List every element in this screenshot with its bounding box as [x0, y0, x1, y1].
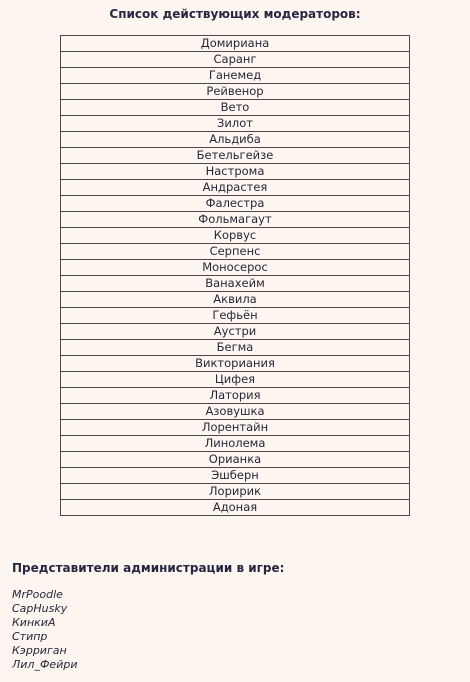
moderators-title: Список действующих модераторов: [109, 7, 361, 21]
table-row [61, 500, 410, 516]
moderator-name: Бетельгейзе [61, 148, 410, 164]
table-row [61, 436, 410, 452]
moderator-name: Линолема [61, 436, 410, 452]
moderator-name: Вето [61, 100, 410, 116]
moderator-name: Латория [61, 388, 410, 404]
table-row [61, 276, 410, 292]
table-row [61, 116, 410, 132]
admin-name: MrPoodle [12, 588, 63, 601]
table-row [61, 324, 410, 340]
moderator-name: Фольмагаут [61, 212, 410, 228]
administration-list [12, 588, 77, 672]
moderator-name: Домириана [61, 36, 410, 52]
moderators-table [60, 35, 410, 516]
table-row [61, 452, 410, 468]
table-row [61, 292, 410, 308]
table-row [61, 52, 410, 68]
table-row [61, 36, 410, 52]
moderator-name: Лорентайн [61, 420, 410, 436]
admin-name: CapHusky [12, 602, 68, 615]
table-row [61, 260, 410, 276]
table-row [61, 484, 410, 500]
moderator-name: Аквила [61, 292, 410, 308]
table-row [61, 68, 410, 84]
moderator-name: Моносерос [61, 260, 410, 276]
moderator-name: Фалестра [61, 196, 410, 212]
moderator-name: Бегма [61, 340, 410, 356]
moderator-name: Гефьён [61, 308, 410, 324]
moderator-name: Альдиба [61, 132, 410, 148]
table-row [61, 180, 410, 196]
moderator-name: Викториания [61, 356, 410, 372]
table-row [61, 132, 410, 148]
administration-title: Представители администрации в игре: [12, 561, 285, 575]
moderators-table-body [61, 36, 410, 516]
moderator-name: Корвус [61, 228, 410, 244]
moderator-name: Зилот [61, 116, 410, 132]
table-row [61, 100, 410, 116]
moderator-name: Настрома [61, 164, 410, 180]
table-row [61, 340, 410, 356]
moderator-name: Ванахейм [61, 276, 410, 292]
moderator-name: Цифея [61, 372, 410, 388]
table-row [61, 404, 410, 420]
table-row [61, 196, 410, 212]
table-row [61, 356, 410, 372]
moderator-name: Андрастея [61, 180, 410, 196]
table-row [61, 148, 410, 164]
moderator-name: Аустри [61, 324, 410, 340]
moderator-name: Рейвенор [61, 84, 410, 100]
table-row [61, 388, 410, 404]
table-row [61, 228, 410, 244]
admin-name: КинкиА [12, 616, 56, 629]
table-row [61, 372, 410, 388]
table-row [61, 212, 410, 228]
admin-name: Стипр [12, 630, 48, 643]
table-row [61, 244, 410, 260]
moderator-name: Лоририк [61, 484, 410, 500]
moderator-name: Ганемед [61, 68, 410, 84]
table-row [61, 164, 410, 180]
table-row [61, 468, 410, 484]
admin-name: Кэрриган [12, 644, 67, 657]
moderator-name: Адоная [61, 500, 410, 516]
table-row [61, 308, 410, 324]
moderator-name: Серпенс [61, 244, 410, 260]
admin-name: Лил_Фейри [12, 658, 78, 671]
table-row [61, 420, 410, 436]
moderator-name: Эшберн [61, 468, 410, 484]
table-row [61, 84, 410, 100]
moderator-name: Орианка [61, 452, 410, 468]
moderator-name: Саранг [61, 52, 410, 68]
moderator-name: Азовушка [61, 404, 410, 420]
